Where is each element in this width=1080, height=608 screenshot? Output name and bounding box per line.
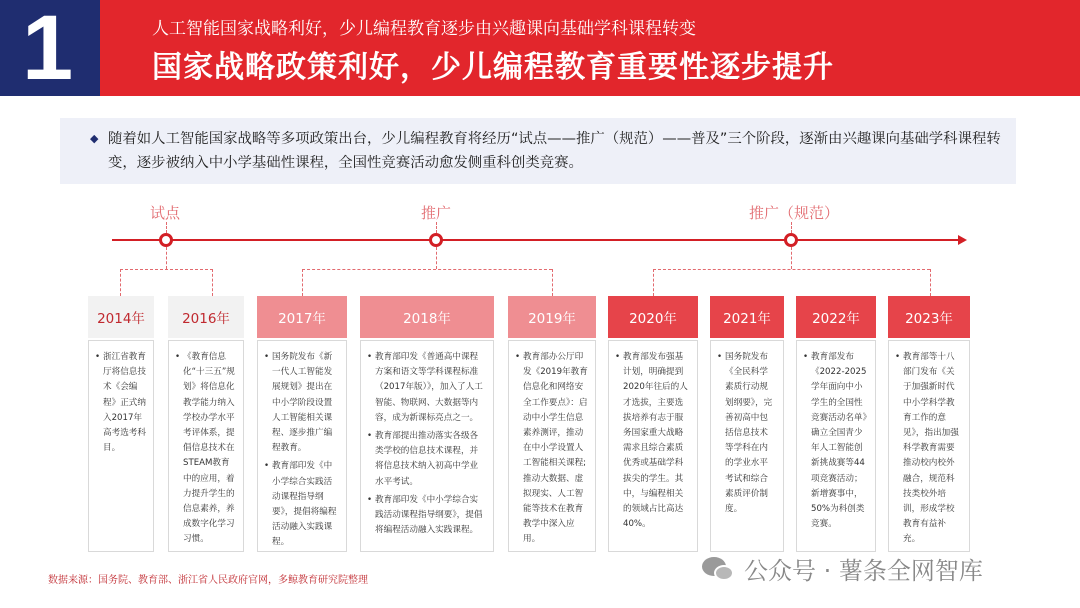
year-header-2021: 2021年 [710,296,784,338]
group-connector [653,269,654,296]
year-header-2020: 2020年 [608,296,698,338]
year-card-2014 [88,340,154,552]
summary-text: 随着如人工智能国家战略等多项政策出台，少儿编程教育将经历“试点——推广（规范）——普及”三个阶段，逐渐由兴趣课向基础学科课程转变，逐步被纳入中小学基础性课程，全国性竞赛活动愈发侧重科创类竞赛。 [108,131,1001,171]
year-card-2021 [710,340,784,552]
group-connector [166,247,167,269]
year-header-2017: 2017年 [257,296,347,338]
stage-label-standardized-promotion: 推广（规范） [749,204,840,222]
stage-connector [436,222,437,233]
year-header-2014: 2014年 [88,296,154,338]
header-subtitle: 人工智能国家战略利好，少儿编程教育逐步由兴趣课向基础学科课程转变 [152,19,696,39]
group-connector [436,247,437,269]
data-source-note: 数据来源：国务院、教育部、浙江省人民政府官网，多鲸教育研究院整理 [48,575,368,586]
policy-item: • 浙江省教育厅将信息技术《会编程》正式纳入2017年高考选考科目。 [95,350,146,456]
year-header-2019: 2019年 [508,296,596,338]
summary-box [60,118,1016,184]
timeline-node-icon [429,233,443,247]
group-bracket [120,269,213,270]
group-connector [212,269,213,296]
policy-item: • 教育部发布强基计划，明确提到2020年往后的人才选拔，主要选拔培养有志于服务国家重大战略需求且综合素质优秀或基础学科拔尖的学生。其中，与编程相关的领域占比高达40%。 [615,350,690,532]
wechat-icon [702,555,736,583]
policy-item: • 教育部发布《2022-2025学年面向中小学生的全国性竞赛活动名单》确立全国青少年人工智能创新挑战赛等44项竞赛活动；新增赛事中，50%为科创类竞赛。 [803,350,868,532]
section-number: 1 [22,0,74,99]
policy-item: • 国务院发布《全民科学素质行动规划纲要》，完善初高中包括信息技术等学科在内的学业水平考试和综合素质评价制度。 [717,350,776,517]
year-card-2019 [508,340,596,552]
stage-connector [166,222,167,233]
year-header-2016: 2016年 [168,296,244,338]
timeline-node-icon [159,233,173,247]
year-card-2016 [168,340,244,552]
group-connector [930,269,931,296]
year-header-2018: 2018年 [360,296,494,338]
policy-item: • 教育部等十八部门发布《关于加强新时代中小学科学教育工作的意见》，指出加强科学教育需要推动校内校外融合，规范科技类校外培训，形成学校教育有益补充。 [895,350,962,548]
timeline-arrow-icon [958,235,967,245]
year-card-2018 [360,340,494,552]
year-card-2023 [888,340,970,552]
group-bracket [302,269,552,270]
policy-item: • 教育部提出推动落实各级各类学校的信息技术课程，并将信息技术纳入初高中学业水平考试。 [367,429,486,490]
group-connector [552,269,553,296]
stage-label-promotion: 推广 [421,204,452,222]
policy-item: • 国务院发布《新一代人工智能发展规划》提出在中小学阶段设置人工智能相关课程、逐步推广编程教育。 [264,350,339,456]
diamond-bullet-icon: ◆ [90,132,99,145]
timeline-axis [112,239,960,241]
year-card-2022 [796,340,876,552]
policy-item: • 教育部办公厅印发《2019年教育信息化和网络安全工作要点》：启动中小学生信息素养测评，推动在中小学设置人工智能相关课程;推动大数据、虚拟现实、人工智能等技术在教育教学中深入应用。 [515,350,588,548]
group-connector [791,247,792,269]
timeline-node-icon [784,233,798,247]
year-card-2020 [608,340,698,552]
year-header-2023: 2023年 [888,296,970,338]
stage-connector [791,222,792,233]
policy-item: • 教育部印发《中小学综合实践活动课程指导纲要》，提倡将编程活动融入实践课程。 [367,493,486,539]
group-connector [302,269,303,296]
policy-item: • 教育部印发《普通高中课程方案和语文等学科课程标准（2017年版）》，加入了人工智能、物联网、大数据等内容，成为新课标亮点之一。 [367,350,486,426]
watermark [702,551,983,586]
policy-item: • 教育部印发《中小学综合实践活动课程指导纲要》，提倡将编程活动融入实践课程。 [264,459,339,550]
group-bracket [653,269,930,270]
year-card-2017 [257,340,347,552]
year-header-2022: 2022年 [796,296,876,338]
watermark-text: 公众号 · 薯条全网智库 [744,557,983,585]
group-connector [120,269,121,296]
stage-label-pilot: 试点 [150,204,181,222]
policy-item: • 《教育信息化“十三五”规划》将信息化教学能力纳入学校办学水平考评体系，提倡信息技术在STEAM教育中的应用，着力提升学生的信息素养，养成数字化学习习惯。 [175,350,236,548]
page-title: 国家战略政策利好，少儿编程教育重要性逐步提升 [152,50,834,85]
